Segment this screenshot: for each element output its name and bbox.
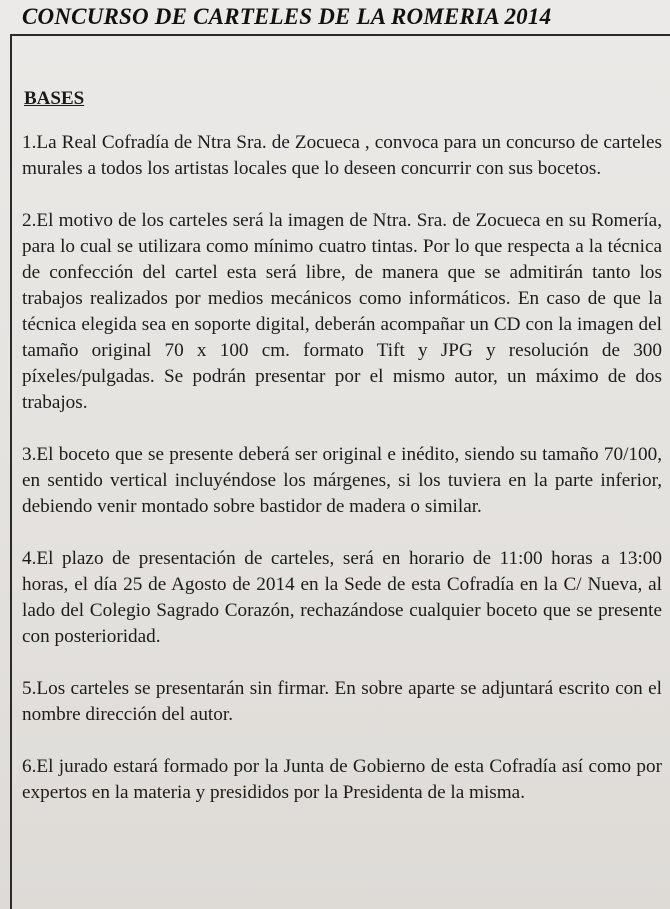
document-body (22, 88, 662, 832)
rule-paragraph-1: 1.La Real Cofradía de Ntra Sra. de Zocueca , convoca para un concurso de carteles murales a todos los artistas locales que lo deseen concurrir con sus bocetos. (22, 132, 662, 179)
document-title: CONCURSO DE CARTELES DE LA ROMERIA 2014 (22, 4, 552, 29)
rule-paragraph-5: 5.Los carteles se presentarán sin firmar. En sobre aparte se adjuntará escrito con el nombre dirección del autor. (22, 678, 662, 725)
rule-paragraph-6: 6.El jurado estará formado por la Junta de Gobierno de esta Cofradía así como por expertos en la materia y presididos por la Presidenta de la misma. (22, 756, 662, 803)
rule-paragraph-4: 4.El plazo de presentación de carteles, será en horario de 11:00 horas a 13:00 horas, el día 25 de Agosto de 2014 en la Sede de esta Cofradía en la C/ Nueva, al lado del Colegio Sagrado Corazón, rechazándose cualquier boceto que se presente con posterioridad. (22, 548, 662, 647)
rule-paragraph-3: 3.El boceto que se presente deberá ser original e inédito, siendo su tamaño 70/100, en sentido vertical incluyéndose los márgenes, si los tuviera en la parte inferior, debiendo venir montado sobre bastidor de madera o similar. (22, 444, 662, 517)
section-heading: BASES (24, 88, 85, 109)
rule-paragraph-2: 2.El motivo de los carteles será la imagen de Ntra. Sra. de Zocueca en su Romería, para lo cual se utilizara como mínimo cuatro tintas. Por lo que respecta a la técnica de confección del cartel esta será libre, de manera que se admitirán tanto los trabajos realizados por medios mecánicos como informáticos. En caso de que la técnica elegida sea en soporte digital, deberán acompañar un CD con la imagen del tamaño original 70 x 100 cm. formato Tift y JPG y resolución de 300 píxeles/pulgadas. Se podrán presentar por el mismo autor, un máximo de dos trabajos. (22, 210, 662, 413)
